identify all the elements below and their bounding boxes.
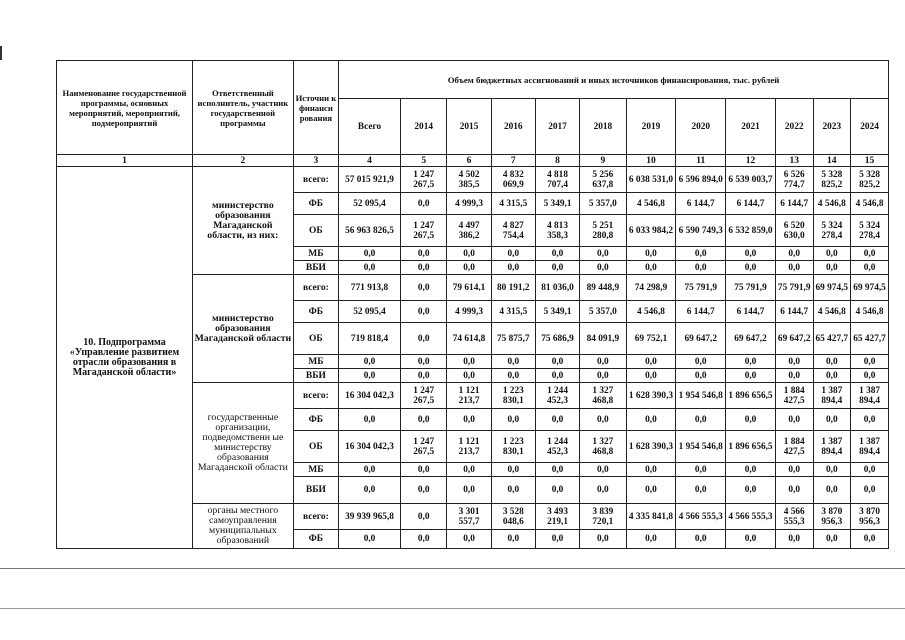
value-cell: 0,0: [851, 261, 889, 275]
value-cell: 4 827 754,4: [491, 215, 535, 247]
value-cell: 0,0: [400, 247, 446, 261]
value-cell: 6 144,7: [676, 193, 726, 215]
value-cell: 89 448,9: [580, 275, 626, 301]
value-cell: 0,0: [626, 247, 676, 261]
value-cell: 0,0: [447, 530, 491, 549]
value-cell: 75 686,9: [535, 323, 579, 355]
value-cell: 0,0: [491, 247, 535, 261]
value-cell: 0,0: [400, 261, 446, 275]
column-number: 3: [293, 155, 338, 167]
source-cell: МБ: [293, 463, 338, 477]
value-cell: 1 223 830,1: [491, 383, 535, 409]
value-cell: 6 038 531,0: [626, 167, 676, 193]
value-cell: 0,0: [676, 409, 726, 431]
value-cell: 0,0: [726, 477, 776, 504]
header-year: 2020: [676, 99, 726, 155]
value-cell: 719 818,4: [339, 323, 401, 355]
value-cell: 5 328 825,2: [851, 167, 889, 193]
source-cell: всего:: [293, 167, 338, 193]
value-cell: 6 520 630,0: [775, 215, 813, 247]
value-cell: 5 349,1: [535, 301, 579, 323]
value-cell: 1 884 427,5: [775, 431, 813, 463]
value-cell: 0,0: [447, 261, 491, 275]
value-cell: 0,0: [851, 409, 889, 431]
value-cell: 4 818 707,4: [535, 167, 579, 193]
value-cell: 0,0: [626, 409, 676, 431]
header-year: 2018: [580, 99, 626, 155]
value-cell: 69 974,5: [851, 275, 889, 301]
source-cell: МБ: [293, 355, 338, 369]
value-cell: 1 247 267,5: [400, 167, 446, 193]
value-cell: 0,0: [580, 409, 626, 431]
column-number: 9: [580, 155, 626, 167]
value-cell: 0,0: [851, 477, 889, 504]
value-cell: 1 387 894,4: [851, 431, 889, 463]
value-cell: 0,0: [775, 409, 813, 431]
source-cell: ОБ: [293, 323, 338, 355]
value-cell: 0,0: [400, 504, 446, 530]
value-cell: 4 566 555,3: [726, 504, 776, 530]
value-cell: 5 251 280,8: [580, 215, 626, 247]
header-year: 2019: [626, 99, 676, 155]
source-cell: ОБ: [293, 215, 338, 247]
value-cell: 0,0: [491, 530, 535, 549]
value-cell: 56 963 826,5: [339, 215, 401, 247]
header-year: 2021: [726, 99, 776, 155]
value-cell: 0,0: [775, 530, 813, 549]
value-cell: 4 566 555,3: [775, 504, 813, 530]
value-cell: 0,0: [676, 355, 726, 369]
scan-corner-mark: [0, 46, 2, 60]
executor-cell: государственные организации, подведомственн ые министерству образования Магаданской области: [193, 383, 294, 504]
value-cell: 1 247 267,5: [400, 431, 446, 463]
value-cell: 1 628 390,3: [626, 383, 676, 409]
header-executor: Ответственный исполнитель, участник государственной программы: [193, 61, 294, 155]
value-cell: 0,0: [400, 409, 446, 431]
value-cell: 5 256 637,8: [580, 167, 626, 193]
value-cell: 65 427,7: [813, 323, 851, 355]
value-cell: 6 144,7: [726, 193, 776, 215]
value-cell: 1 244 452,3: [535, 431, 579, 463]
value-cell: 0,0: [580, 261, 626, 275]
source-cell: всего:: [293, 275, 338, 301]
value-cell: 0,0: [491, 355, 535, 369]
value-cell: 5 357,0: [580, 193, 626, 215]
value-cell: 1 121 213,7: [447, 431, 491, 463]
value-cell: 0,0: [813, 409, 851, 431]
value-cell: 84 091,9: [580, 323, 626, 355]
source-cell: МБ: [293, 247, 338, 261]
value-cell: 1 954 546,8: [676, 383, 726, 409]
value-cell: 4 546,8: [813, 301, 851, 323]
value-cell: 0,0: [339, 463, 401, 477]
column-number: 5: [400, 155, 446, 167]
value-cell: 69 647,2: [726, 323, 776, 355]
value-cell: 0,0: [676, 247, 726, 261]
column-number: 1: [57, 155, 193, 167]
value-cell: 1 387 894,4: [813, 431, 851, 463]
value-cell: 3 528 048,6: [491, 504, 535, 530]
value-cell: 0,0: [400, 530, 446, 549]
value-cell: 0,0: [626, 463, 676, 477]
value-cell: 0,0: [851, 530, 889, 549]
value-cell: 4 832 069,9: [491, 167, 535, 193]
value-cell: 0,0: [813, 261, 851, 275]
value-cell: 4 813 358,3: [535, 215, 579, 247]
value-cell: 0,0: [447, 463, 491, 477]
value-cell: 0,0: [447, 247, 491, 261]
value-cell: 75 791,9: [676, 275, 726, 301]
value-cell: 0,0: [447, 477, 491, 504]
value-cell: 0,0: [813, 530, 851, 549]
value-cell: 1 327 468,8: [580, 431, 626, 463]
value-cell: 4 315,5: [491, 193, 535, 215]
value-cell: 57 015 921,9: [339, 167, 401, 193]
header-budget-volume: Объем бюджетных ассигнований и иных источников финансирования, тыс. рублей: [339, 61, 889, 99]
value-cell: 0,0: [813, 477, 851, 504]
value-cell: 3 301 557,7: [447, 504, 491, 530]
value-cell: 4 546,8: [851, 193, 889, 215]
value-cell: 0,0: [580, 369, 626, 383]
value-cell: 3 870 956,3: [813, 504, 851, 530]
value-cell: 0,0: [491, 463, 535, 477]
value-cell: 6 144,7: [775, 301, 813, 323]
header-year: 2016: [491, 99, 535, 155]
value-cell: 6 033 984,2: [626, 215, 676, 247]
value-cell: 39 939 965,8: [339, 504, 401, 530]
header-program-name: Наименование государственной программы, основных мероприятий, мероприятий, подмероприятий: [57, 61, 193, 155]
value-cell: 0,0: [400, 301, 446, 323]
value-cell: 5 349,1: [535, 193, 579, 215]
executor-cell: министерство образования Магаданской области: [193, 275, 294, 383]
value-cell: 0,0: [400, 323, 446, 355]
value-cell: 1 327 468,8: [580, 383, 626, 409]
executor-cell: органы местного самоуправления муниципальных образований: [193, 504, 294, 549]
column-number: 11: [676, 155, 726, 167]
header-year: 2014: [400, 99, 446, 155]
value-cell: 0,0: [813, 463, 851, 477]
value-cell: 0,0: [339, 369, 401, 383]
value-cell: 4 335 841,8: [626, 504, 676, 530]
value-cell: 1 896 656,5: [726, 431, 776, 463]
value-cell: 0,0: [339, 530, 401, 549]
value-cell: 0,0: [491, 369, 535, 383]
value-cell: 0,0: [775, 477, 813, 504]
value-cell: 74 298,9: [626, 275, 676, 301]
value-cell: 0,0: [491, 261, 535, 275]
value-cell: 4 315,5: [491, 301, 535, 323]
value-cell: 0,0: [339, 477, 401, 504]
value-cell: 0,0: [626, 477, 676, 504]
value-cell: 5 357,0: [580, 301, 626, 323]
value-cell: 0,0: [400, 463, 446, 477]
value-cell: 0,0: [580, 355, 626, 369]
source-cell: ФБ: [293, 193, 338, 215]
value-cell: 69 752,1: [626, 323, 676, 355]
column-number: 6: [447, 155, 491, 167]
header-year: 2022: [775, 99, 813, 155]
source-cell: ВБИ: [293, 477, 338, 504]
value-cell: 0,0: [400, 369, 446, 383]
source-cell: ФБ: [293, 409, 338, 431]
value-cell: 0,0: [339, 261, 401, 275]
value-cell: 5 328 825,2: [813, 167, 851, 193]
value-cell: 75 791,9: [726, 275, 776, 301]
value-cell: 0,0: [400, 275, 446, 301]
column-number: 4: [339, 155, 401, 167]
column-number: 14: [813, 155, 851, 167]
source-cell: ОБ: [293, 431, 338, 463]
value-cell: 0,0: [775, 261, 813, 275]
value-cell: 0,0: [535, 261, 579, 275]
value-cell: 0,0: [580, 247, 626, 261]
program-name-cell: 10. Подпрограмма «Управление развитием отрасли образования в Магаданской области»: [57, 167, 193, 549]
value-cell: 5 324 278,4: [851, 215, 889, 247]
value-cell: 0,0: [580, 477, 626, 504]
value-cell: 0,0: [339, 355, 401, 369]
value-cell: 6 539 003,7: [726, 167, 776, 193]
value-cell: 1 121 213,7: [447, 383, 491, 409]
value-cell: 0,0: [447, 369, 491, 383]
value-cell: 771 913,8: [339, 275, 401, 301]
value-cell: 1 896 656,5: [726, 383, 776, 409]
value-cell: 0,0: [535, 463, 579, 477]
value-cell: 0,0: [813, 369, 851, 383]
value-cell: 79 614,1: [447, 275, 491, 301]
value-cell: 5 324 278,4: [813, 215, 851, 247]
value-cell: 0,0: [626, 530, 676, 549]
value-cell: 4 546,8: [626, 193, 676, 215]
value-cell: 52 095,4: [339, 301, 401, 323]
value-cell: 80 191,2: [491, 275, 535, 301]
value-cell: 1 387 894,4: [851, 383, 889, 409]
value-cell: 0,0: [491, 409, 535, 431]
value-cell: 0,0: [400, 477, 446, 504]
value-cell: 0,0: [813, 355, 851, 369]
header-total: Всего: [339, 99, 401, 155]
value-cell: 6 144,7: [676, 301, 726, 323]
value-cell: 3 493 219,1: [535, 504, 579, 530]
source-cell: ВБИ: [293, 369, 338, 383]
value-cell: 1 223 830,1: [491, 431, 535, 463]
value-cell: 0,0: [726, 261, 776, 275]
value-cell: 0,0: [775, 355, 813, 369]
value-cell: 4 497 386,2: [447, 215, 491, 247]
value-cell: 6 144,7: [775, 193, 813, 215]
column-number: 13: [775, 155, 813, 167]
page-edge-line: [0, 568, 905, 569]
value-cell: 4 502 385,5: [447, 167, 491, 193]
value-cell: 74 614,8: [447, 323, 491, 355]
value-cell: 1 884 427,5: [775, 383, 813, 409]
value-cell: 4 999,3: [447, 193, 491, 215]
value-cell: 0,0: [447, 355, 491, 369]
value-cell: 1 247 267,5: [400, 215, 446, 247]
header-year: 2023: [813, 99, 851, 155]
value-cell: 52 095,4: [339, 193, 401, 215]
value-cell: 4 566 555,3: [676, 504, 726, 530]
page-edge-line-lower: [0, 608, 905, 609]
value-cell: 0,0: [535, 355, 579, 369]
value-cell: 69 647,2: [676, 323, 726, 355]
value-cell: 0,0: [491, 477, 535, 504]
value-cell: 65 427,7: [851, 323, 889, 355]
value-cell: 0,0: [676, 530, 726, 549]
source-cell: всего:: [293, 383, 338, 409]
column-number: 7: [491, 155, 535, 167]
header-year: 2017: [535, 99, 579, 155]
value-cell: 4 546,8: [813, 193, 851, 215]
value-cell: 69 647,2: [775, 323, 813, 355]
value-cell: 1 244 452,3: [535, 383, 579, 409]
budget-allocation-table: [56, 60, 889, 549]
value-cell: 0,0: [851, 355, 889, 369]
value-cell: 6 532 859,0: [726, 215, 776, 247]
value-cell: 0,0: [851, 463, 889, 477]
value-cell: 1 387 894,4: [813, 383, 851, 409]
column-number: 8: [535, 155, 579, 167]
executor-cell: министерство образования Магаданской области, из них:: [193, 167, 294, 275]
value-cell: 0,0: [339, 247, 401, 261]
value-cell: 0,0: [851, 369, 889, 383]
value-cell: 16 304 042,3: [339, 431, 401, 463]
source-cell: всего:: [293, 504, 338, 530]
value-cell: 0,0: [676, 261, 726, 275]
value-cell: 0,0: [775, 369, 813, 383]
value-cell: 0,0: [535, 369, 579, 383]
value-cell: 0,0: [676, 369, 726, 383]
value-cell: 0,0: [447, 409, 491, 431]
value-cell: 3 870 956,3: [851, 504, 889, 530]
column-number: 12: [726, 155, 776, 167]
value-cell: 69 974,5: [813, 275, 851, 301]
value-cell: 0,0: [535, 530, 579, 549]
table-row: [57, 167, 889, 193]
value-cell: 0,0: [535, 247, 579, 261]
value-cell: 0,0: [726, 355, 776, 369]
value-cell: 0,0: [775, 247, 813, 261]
value-cell: 0,0: [676, 463, 726, 477]
value-cell: 0,0: [775, 463, 813, 477]
value-cell: 16 304 042,3: [339, 383, 401, 409]
value-cell: 4 546,8: [851, 301, 889, 323]
value-cell: 0,0: [400, 193, 446, 215]
source-cell: ФБ: [293, 301, 338, 323]
value-cell: 0,0: [726, 409, 776, 431]
value-cell: 0,0: [626, 369, 676, 383]
value-cell: 75 791,9: [775, 275, 813, 301]
value-cell: 6 596 894,0: [676, 167, 726, 193]
value-cell: 6 526 774,7: [775, 167, 813, 193]
header-year: 2024: [851, 99, 889, 155]
value-cell: 4 546,8: [626, 301, 676, 323]
value-cell: 1 628 390,3: [626, 431, 676, 463]
value-cell: 0,0: [851, 247, 889, 261]
column-number: 2: [193, 155, 294, 167]
value-cell: 0,0: [626, 355, 676, 369]
value-cell: 75 875,7: [491, 323, 535, 355]
value-cell: 0,0: [535, 477, 579, 504]
value-cell: 0,0: [339, 409, 401, 431]
header-source: Источни к финанси рования: [293, 61, 338, 155]
value-cell: 0,0: [726, 530, 776, 549]
value-cell: 0,0: [726, 463, 776, 477]
value-cell: 0,0: [535, 409, 579, 431]
value-cell: 1 247 267,5: [400, 383, 446, 409]
value-cell: 0,0: [626, 261, 676, 275]
value-cell: 0,0: [400, 355, 446, 369]
value-cell: 1 954 546,8: [676, 431, 726, 463]
column-number: 10: [626, 155, 676, 167]
column-number: 15: [851, 155, 889, 167]
value-cell: 0,0: [726, 247, 776, 261]
value-cell: 3 839 720,1: [580, 504, 626, 530]
value-cell: 4 999,3: [447, 301, 491, 323]
value-cell: 6 144,7: [726, 301, 776, 323]
value-cell: 0,0: [580, 463, 626, 477]
value-cell: 0,0: [676, 477, 726, 504]
source-cell: ВБИ: [293, 261, 338, 275]
header-year: 2015: [447, 99, 491, 155]
value-cell: 0,0: [813, 247, 851, 261]
value-cell: 0,0: [726, 369, 776, 383]
value-cell: 6 590 749,3: [676, 215, 726, 247]
value-cell: 81 036,0: [535, 275, 579, 301]
source-cell: ФБ: [293, 530, 338, 549]
value-cell: 0,0: [580, 530, 626, 549]
